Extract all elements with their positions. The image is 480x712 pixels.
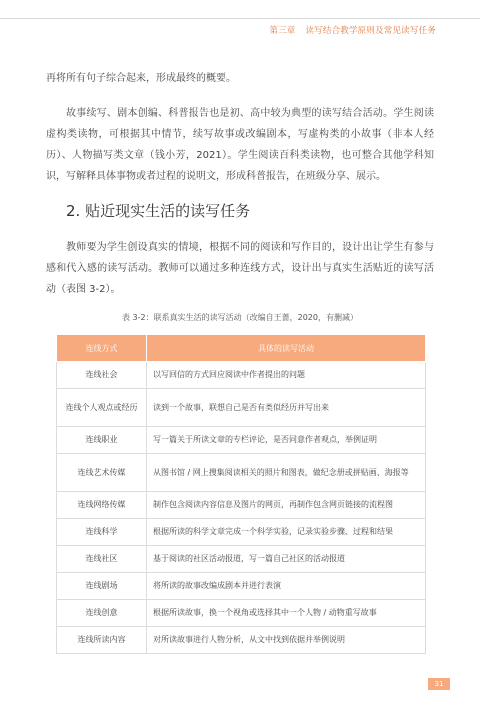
table-header-row (57, 335, 426, 362)
table-cell-mode: 连线网络传媒 (57, 492, 147, 519)
section-title: 2. 贴近现实生活的读写任务 (66, 202, 251, 220)
table-row (57, 546, 426, 573)
table-row (57, 627, 426, 654)
table-cell-mode: 连线个人观点或经历 (57, 389, 147, 427)
table-row (57, 492, 426, 519)
table-cell-mode: 连线职业 (57, 427, 147, 454)
table-cell-activity: 从图书馆 / 网上搜集阅读相关的照片和图表，做纪念册或拼贴画、海报等 (147, 454, 426, 492)
chapter-title: 读写结合教学原则及常见读写任务 (305, 26, 436, 36)
header-rule (0, 18, 480, 19)
table-cell-mode: 连线所读内容 (57, 627, 147, 654)
table-cell-mode: 连线科学 (57, 519, 147, 546)
table-cell-activity: 读到一个故事，联想自己是否有类似经历并写出来 (147, 389, 426, 427)
table-cell-mode: 连线社会 (57, 362, 147, 389)
table-row (57, 389, 426, 427)
table-header-activity: 具体的读写活动 (147, 335, 426, 362)
table-cell-activity: 基于阅读的社区活动报道，写一篇自己社区的活动报道 (147, 546, 426, 573)
table-cell-activity: 对所读故事进行人物分析，从文中找到依据并举例说明 (147, 627, 426, 654)
table-cell-activity: 根据所读的科学文章完成一个科学实验，记录实验步骤、过程和结果 (147, 519, 426, 546)
table-cell-mode: 连线艺术传媒 (57, 454, 147, 492)
table-cell-mode: 连线社区 (57, 546, 147, 573)
page-number: 31 (428, 678, 450, 690)
table-cell-activity: 以写回信的方式回应阅读中作者提出的问题 (147, 362, 426, 389)
table-row (57, 362, 426, 389)
table-cell-mode: 连线剧场 (57, 573, 147, 600)
paragraph-activities: 故事续写、剧本创编、科普报告也是初、高中较为典型的读写结合活动。学生阅读虚构类读物，可根据其中情节，续写故事或改编剧本，写虚构类的小故事（非本人经历）、人物描写类文章（钱小芳，2021）。学生阅读百科类读物，也可整合其他学科知识，写解释具体事物或者过程的说明文，形成科普报告，在班级分享、展示。 (46, 108, 434, 182)
table-header-mode: 连线方式 (57, 335, 147, 362)
table-cell-activity: 写一篇关于所读文章的专栏评论，是否同意作者观点，举例证明 (147, 427, 426, 454)
paragraph-intro: 再将所有句子综合起来，形成最终的概要。 (46, 73, 236, 84)
table-row (57, 454, 426, 492)
reading-writing-table (56, 334, 426, 654)
table-cell-activity: 将所读的故事改编成剧本并进行表演 (147, 573, 426, 600)
table-row (57, 573, 426, 600)
paragraph-teacher: 教师要为学生创设真实的情境，根据不同的阅读和写作目的，设计出让学生有参与感和代入感的读写活动。教师可以通过多种连线方式，设计出与真实生活贴近的读写活动（表图 3-2）。 (46, 242, 434, 295)
table-cell-activity: 根据所读故事，换一个视角或选择其中一个人物 / 动物重写故事 (147, 600, 426, 627)
table-cell-activity: 制作包含阅读内容信息及图片的网页，再制作包含网页链接的流程图 (147, 492, 426, 519)
running-head (269, 24, 436, 36)
table-row (57, 519, 426, 546)
table-row (57, 427, 426, 454)
table-row (57, 600, 426, 627)
table-caption: 表 3-2：联系真实生活的读写活动（改编自王蔷，2020，有删减） (122, 313, 358, 322)
table-cell-mode: 连线创意 (57, 600, 147, 627)
chapter-label: 第三章 (269, 26, 296, 36)
